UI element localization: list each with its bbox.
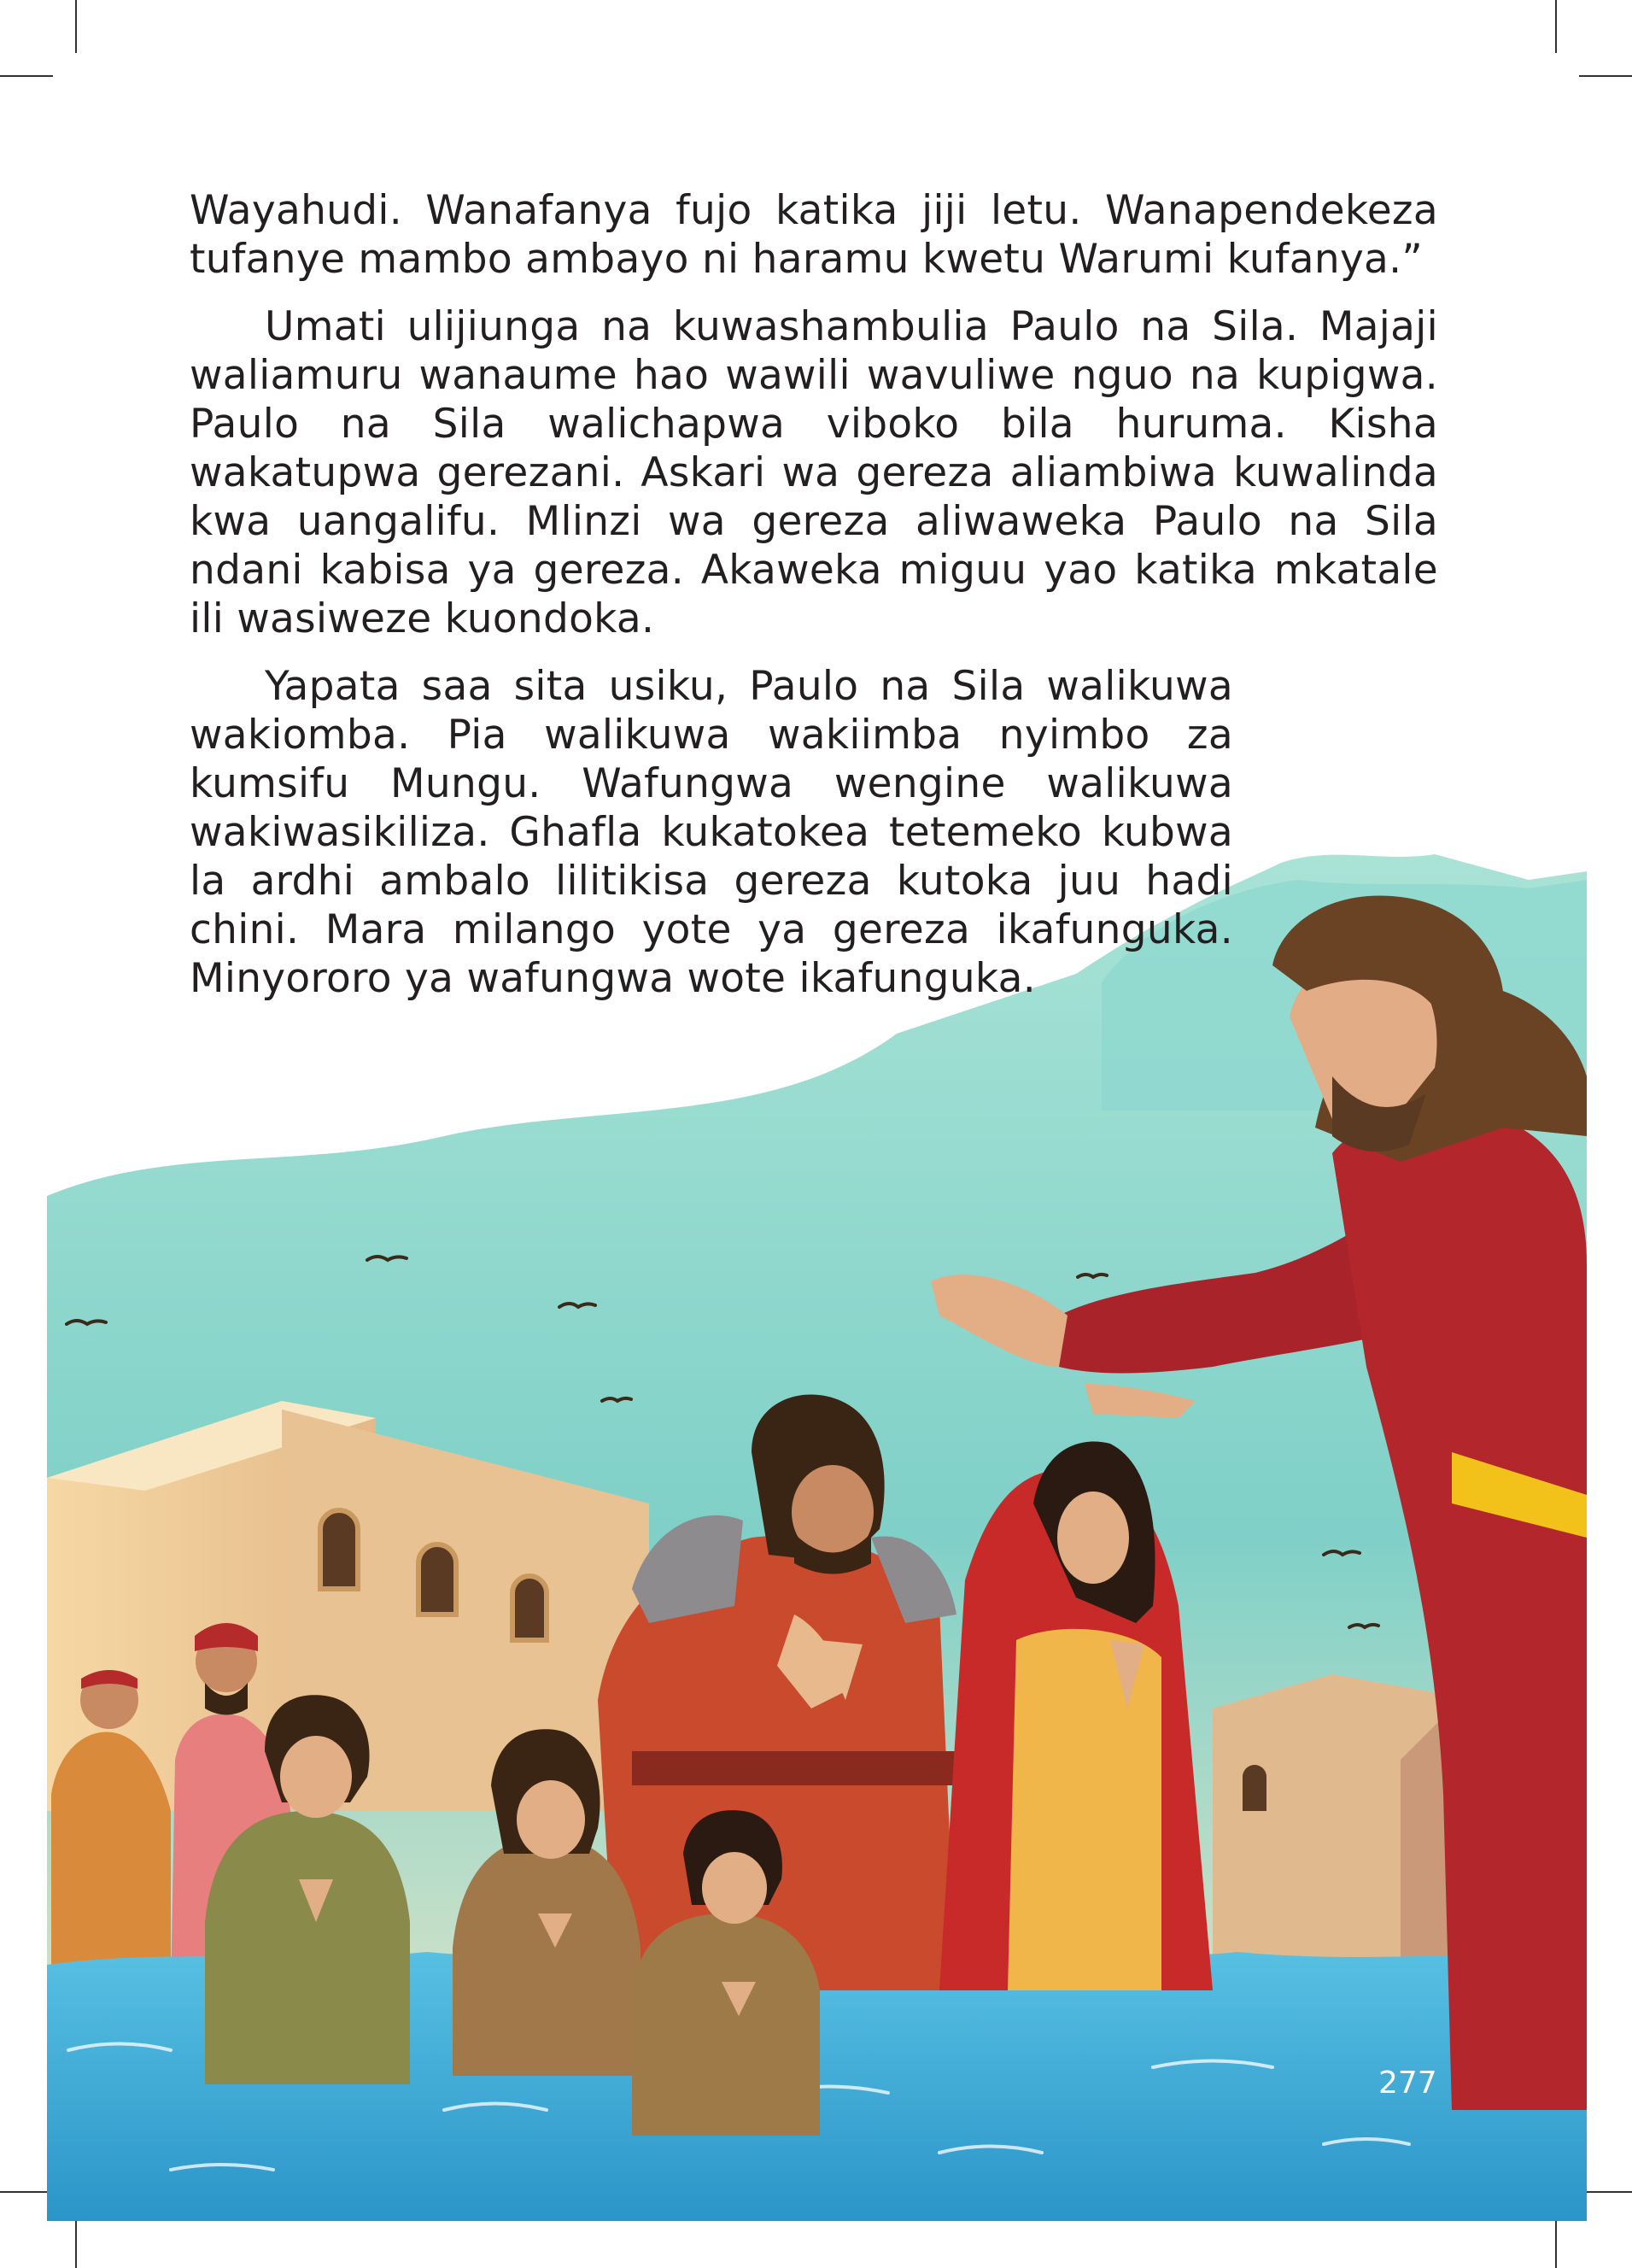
paragraph-2: Umati ulijiunga na kuwashambulia Paulo na Sila. Majaji waliamuru wanaume hao wawili wavuliwe nguo na kupigwa. Paulo na Sila walichapwa viboko bila huruma. Kisha wakatupwa gerezani. Askari wa gereza aliambiwa kuwalinda kwa uangalifu. Mlinzi wa gereza aliwaweka Paulo na Sila ndani kabisa ya gereza. Akaweka miguu yao katika mkatale ili wasiweze kuondoka. (190, 303, 1438, 642)
paragraph-1: Wayahudi. Wanafanya fujo katika jiji letu. Wanapendekeza tufanye mambo ambayo ni haramu kwetu Warumi kufanya.” (190, 187, 1438, 283)
story-text (190, 186, 1438, 1022)
text-wrap-spacer (1233, 759, 1438, 982)
paragraph-3: Yapata saa sita usiku, Paulo na Sila walikuwa wakiomba. Pia walikuwa wakiimba nyimbo za kumsifu Mungu. Wafungwa wengine walikuwa wakiwasikiliza. Ghafla kukatokea tetemeko kubwa la ardhi ambalo lilitikisa gereza kutoka juu hadi chini. Mara milango yote ya gereza ikafunguka. Minyororo ya wafungwa wote ikafunguka. (190, 663, 1233, 1002)
page-number: 277 (1378, 2066, 1437, 2101)
